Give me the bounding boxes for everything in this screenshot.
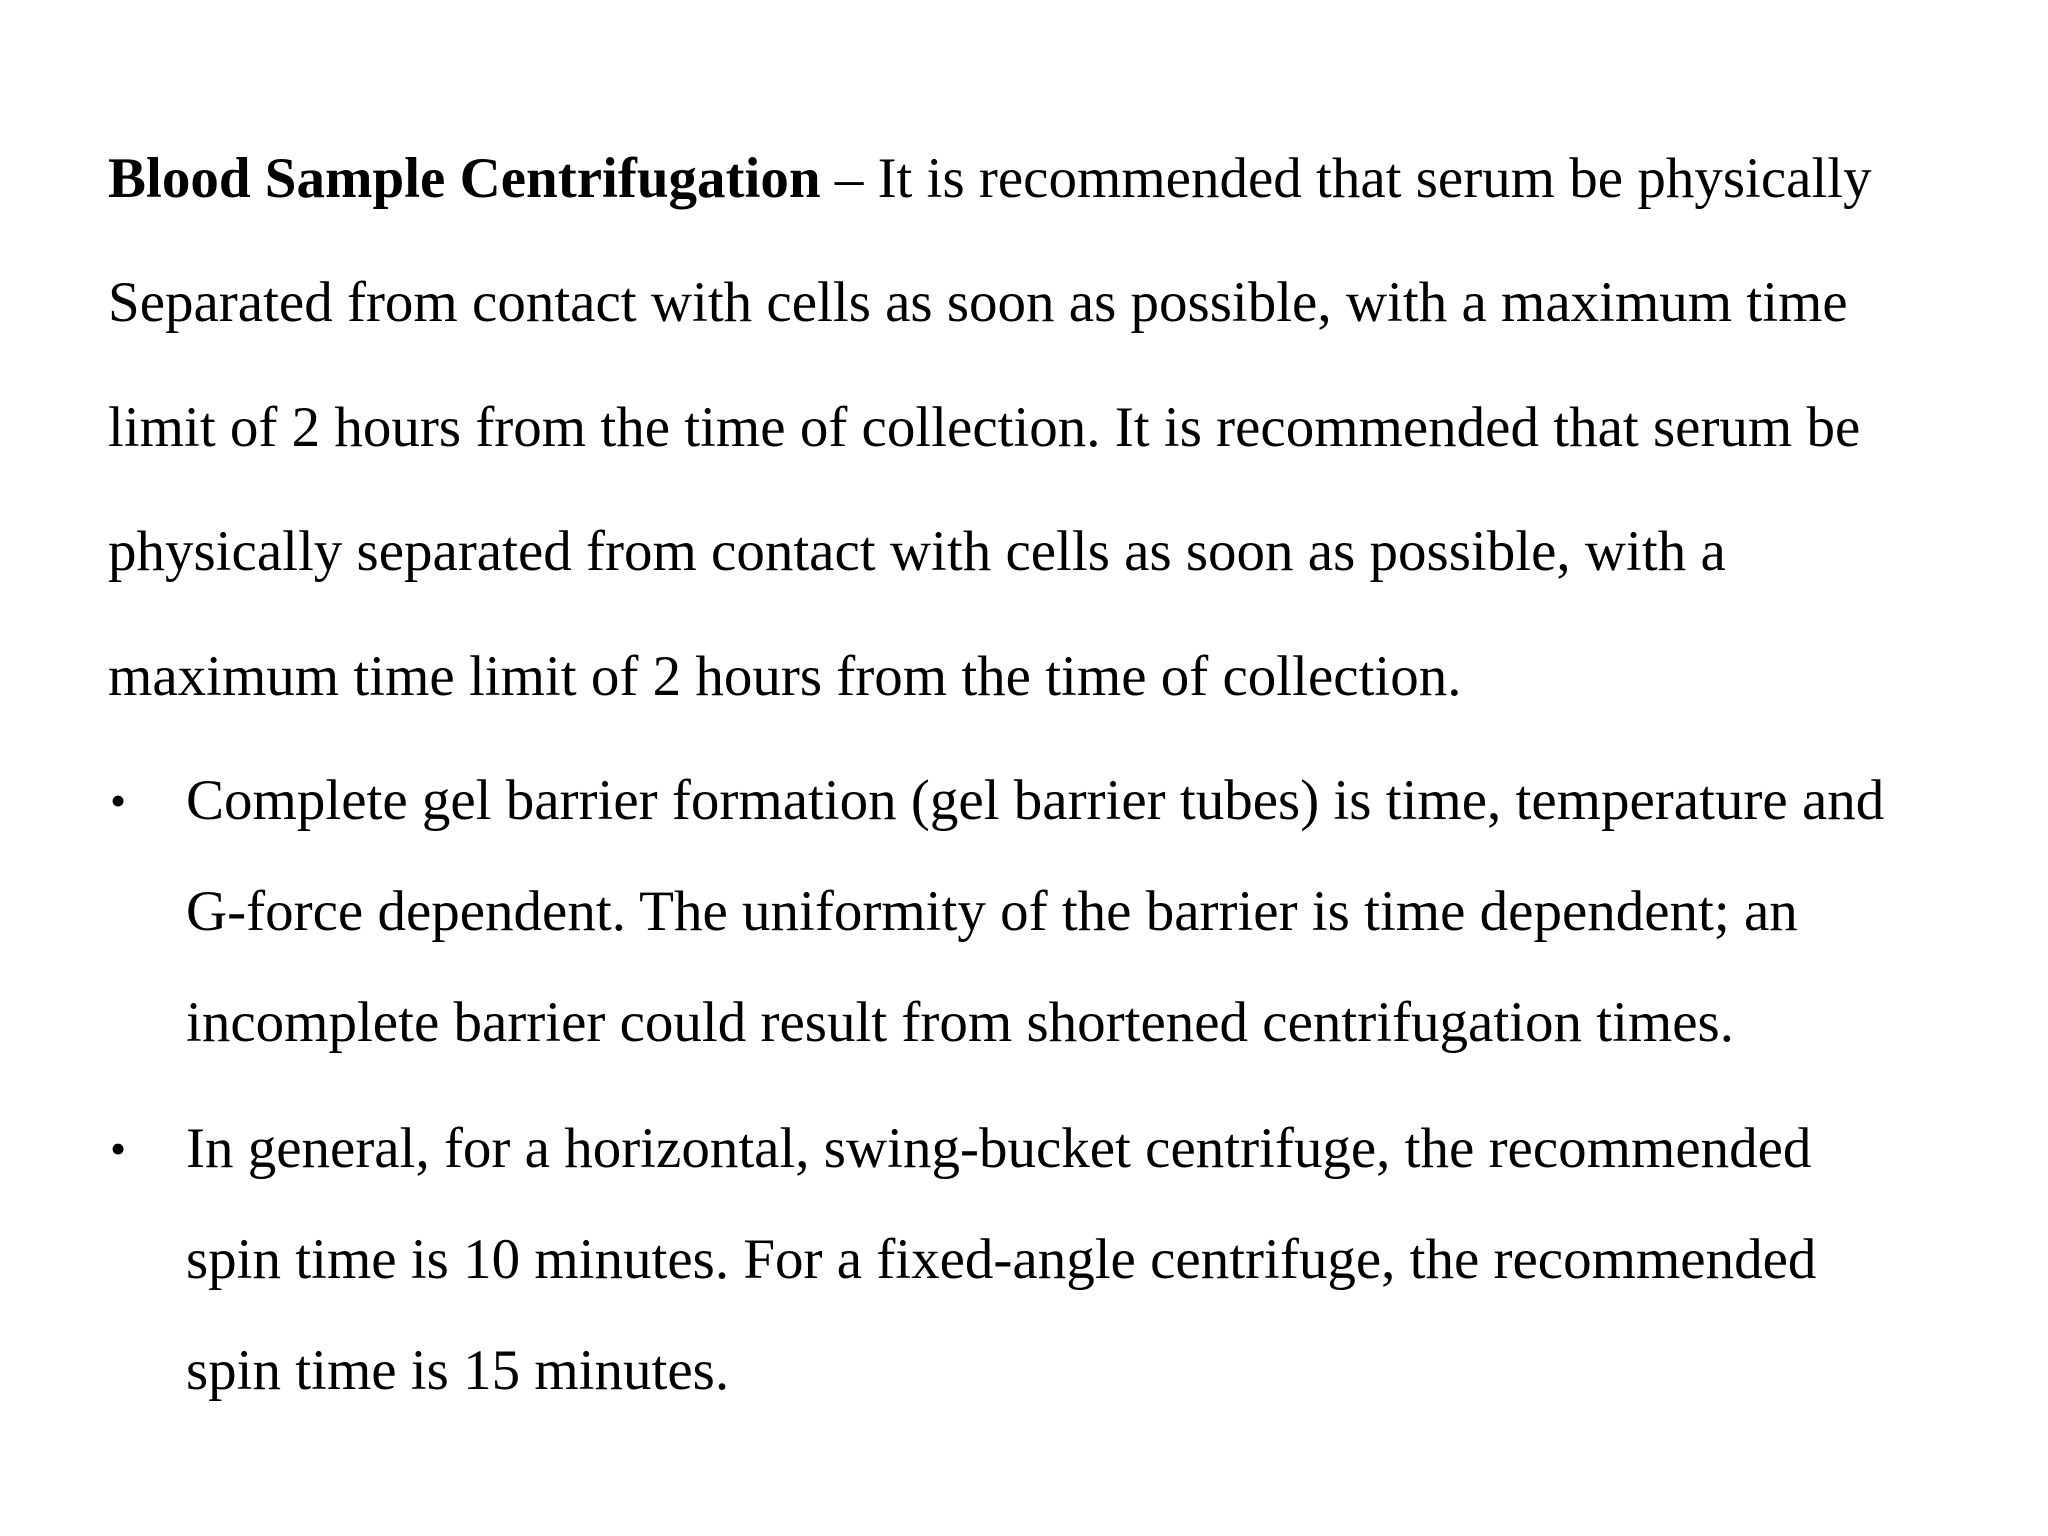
- bullet-1-line-2: G-force dependent. The uniformity of the barrier is time dependent; an: [186, 880, 1798, 943]
- bullet-2-line-1: In general, for a horizontal, swing-bucket centrifuge, the recommended: [186, 1117, 1812, 1180]
- paragraph-line-5: maximum time limit of 2 hours from the time of collection.: [108, 645, 1462, 708]
- bullet-2-line-3: spin time is 15 minutes.: [186, 1339, 730, 1402]
- bullet-1-line-3: incomplete barrier could result from shortened centrifugation times.: [186, 991, 1734, 1054]
- paragraph-line-1: [108, 144, 1872, 214]
- bullet-1-line-1: Complete gel barrier formation (gel barrier tubes) is time, temperature and: [186, 769, 1885, 832]
- bullet-marker: •: [110, 1123, 127, 1174]
- paragraph-line-2: Separated from contact with cells as soon as possible, with a maximum time: [108, 271, 1848, 334]
- bullet-marker: •: [110, 775, 127, 826]
- bullet-2-line-2: spin time is 10 minutes. For a fixed-angle centrifuge, the recommended: [186, 1228, 1817, 1291]
- paragraph-line-3: limit of 2 hours from the time of collection. It is recommended that serum be: [108, 396, 1861, 459]
- paragraph-line-4: physically separated from contact with cells as soon as possible, with a: [108, 520, 1726, 583]
- paragraph-line-1-text: – It is recommended that serum be physically: [820, 147, 1872, 210]
- section-heading: Blood Sample Centrifugation: [108, 147, 821, 210]
